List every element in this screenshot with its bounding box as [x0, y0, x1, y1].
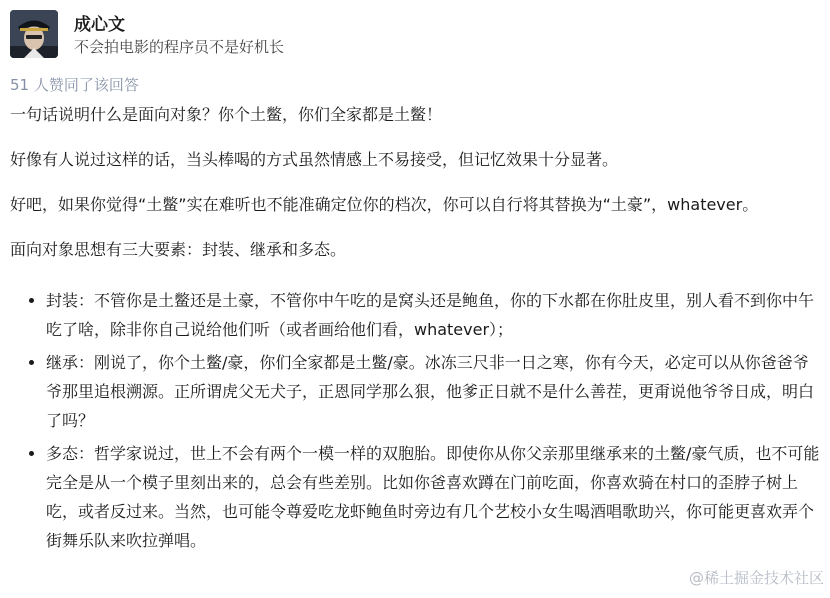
list-item-inheritance: • 继承：刚说了，你个土鳖/豪，你们全家都是土鳖/豪。冰冻三尺非一日之寒，你有今天，必定可以从你爸爸爷爷那里追根溯源。正所谓虎父无犬子，正恩同学那么狠，他爹正日就不是什么善茬，更甭说他爷爷日成，明白了吗？ [46, 348, 820, 435]
vote-count[interactable]: 51 人赞同了该回答 [10, 76, 139, 94]
answer-content [10, 100, 820, 559]
list-item-polymorphism: • 多态：哲学家说过，世上不会有两个一模一样的双胞胎。即使你从你父亲那里继承来的土鳖/豪气质，也不可能完全是从一个模子里刻出来的，总会有些差别。比如你爸喜欢蹲在门前吃面，你喜欢骑在村口的歪脖子树上吃，或者反过来。当然，也可能令尊爱吃龙虾鲍鱼时旁边有几个艺校小女生喝酒唱歌助兴，你可能更喜欢弄个街舞乐队来吹拉弹唱。 [46, 439, 820, 555]
paragraph: 面向对象思想有三大要素：封装、继承和多态。 [10, 240, 347, 259]
paragraph: 好像有人说过这样的话，当头棒喝的方式虽然情感上不易接受，但记忆效果十分显著。 [10, 150, 619, 169]
avatar-image [10, 10, 58, 58]
list-item-encapsulation: • 封装：不管你是土鳖还是土豪，不管你中午吃的是窝头还是鲍鱼，你的下水都在你肚皮里，别人看不到你中午吃了啥，除非你自己说给他们听（或者画给他们看，whatever）； [46, 286, 820, 344]
paragraph: 一句话说明什么是面向对象？你个土鳖，你们全家都是土鳖！ [10, 105, 443, 124]
avatar[interactable] [10, 10, 58, 58]
author-bio: 不会拍电影的程序员不是好机长 [74, 38, 285, 56]
paragraph: 好吧，如果你觉得“土鳖”实在难听也不能准确定位你的档次，你可以自行将其替换为“土豪”，whatever。 [10, 195, 759, 214]
watermark: @稀土掘金技术社区 [688, 569, 824, 587]
bullet-list [10, 286, 820, 555]
author-name[interactable]: 成心文 [74, 15, 125, 35]
